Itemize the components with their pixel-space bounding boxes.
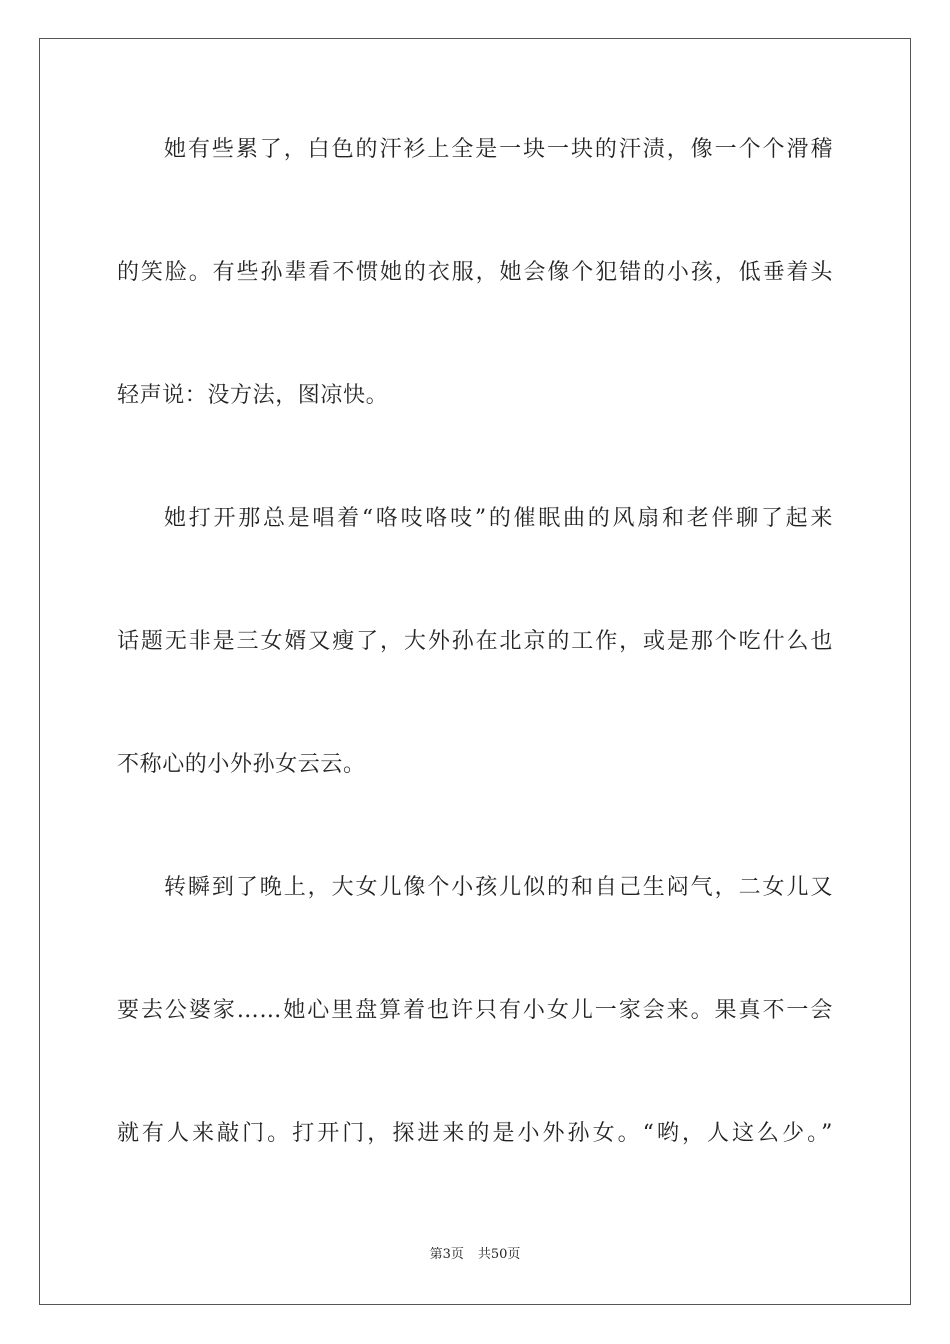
paragraph-2-line-1: 她打开那总是唱着“咯吱咯吱”的催眠曲的风扇和老伴聊了起来 [164, 506, 833, 531]
paragraph-1-line-3: 轻声说：没方法，图凉快。 [117, 383, 389, 408]
paragraph-2-line-2: 话题无非是三女婿又瘦了，大外孙在北京的工作，或是那个吃什么也 [117, 629, 833, 654]
paragraph-3-line-1: 转瞬到了晚上，大女儿像个小孩儿似的和自己生闷气，二女儿又 [164, 875, 833, 900]
paragraph-1-line-2: 的笑脸。有些孙辈看不惯她的衣服，她会像个犯错的小孩，低垂着头 [117, 260, 833, 285]
paragraph-3-line-3: 就有人来敲门。打开门，探进来的是小外孙女。“哟，人这么少。” [117, 1121, 833, 1146]
paragraph-2-line-3: 不称心的小外孙女云云。 [117, 752, 366, 777]
paragraph-3-line-2: 要去公婆家……她心里盘算着也许只有小女儿一家会来。果真不一会 [117, 998, 833, 1023]
page-border [39, 38, 911, 1305]
paragraph-1-line-1: 她有些累了，白色的汗衫上全是一块一块的汗渍，像一个个滑稽 [164, 137, 833, 162]
page-total: 共50页 [477, 1247, 521, 1262]
page-number: 第3页 [429, 1247, 464, 1262]
page-footer [0, 1246, 950, 1264]
